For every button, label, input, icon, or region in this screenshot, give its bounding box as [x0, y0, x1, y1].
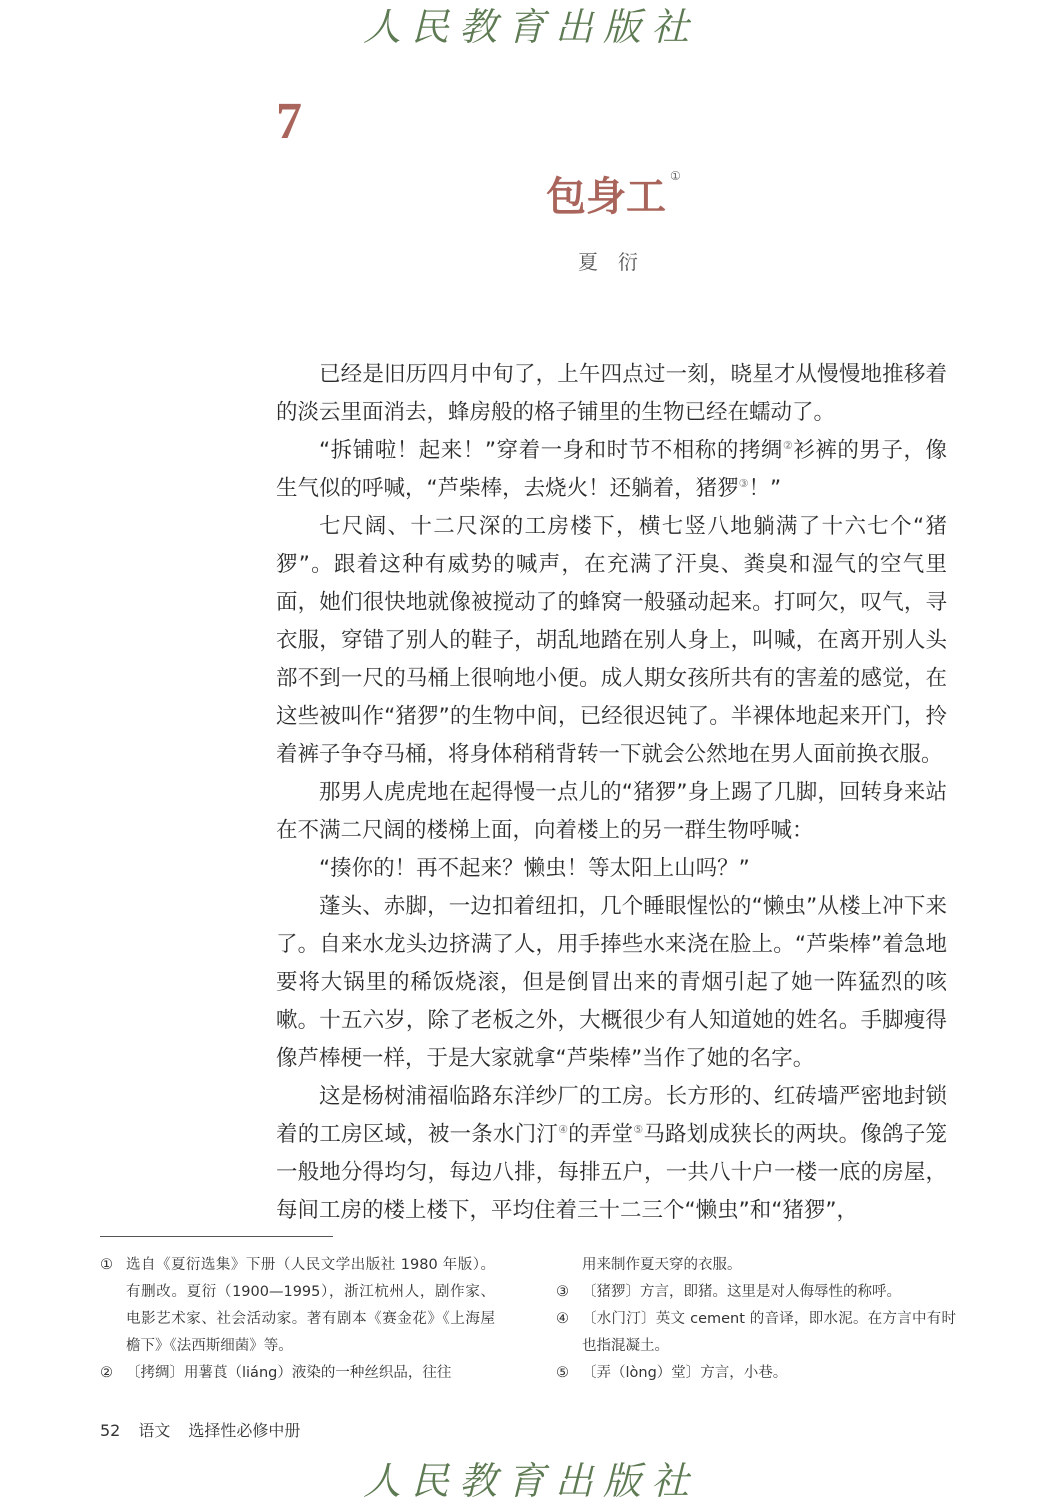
footnote-4: [556, 1306, 956, 1360]
footnote-number: ①: [100, 1257, 113, 1273]
text-segment: 这是杨树浦福临路东洋纱厂的工房。长方形的、红砖墙严密地封锁着的工房区域，被一条水门汀: [276, 1084, 947, 1147]
paragraph: 已经是旧历四月中旬了，上午四点过一刻，晓星才从慢慢地推移着的淡云里面消去，蜂房般的格子铺里的生物已经在蠕动了。: [276, 362, 947, 425]
publisher-watermark-top: 人民教育出版社: [362, 5, 699, 49]
book-subject: 语文: [138, 1421, 171, 1440]
text-segment: 的弄堂: [568, 1122, 634, 1147]
article-title: [546, 165, 681, 222]
paragraph: 蓬头、赤脚，一边扣着纽扣，几个睡眼惺忪的“懒虫”从楼上冲下来了。自来水龙头边挤满了人，用手捧些水来浇在脸上。“芦柴棒”着急地要将大锅里的稀饭烧滚，但是倒冒出来的青烟引起了她一阵猛烈的咳嗽。十五六岁，除了老板之外，大概很少有人知道她的姓名。手脚瘦得像芦棒梗一样，于是大家就拿“芦柴棒”当作了她的名字。: [276, 894, 947, 1071]
footnote-1: [100, 1252, 495, 1360]
footnote-text: 〔弄（lòng）堂〕方言，小巷。: [582, 1365, 788, 1381]
paragraph: 七尺阔、十二尺深的工房楼下，横七竖八地躺满了十六七个“猪猡”。跟着这种有威势的喊声，在充满了汗臭、粪臭和湿气的空气里面，她们很快地就像被搅动了的蜂窝一般骚动起来。打呵欠，叹气，寻衣服，穿错了别人的鞋子，胡乱地踏在别人身上，叫喊，在离开别人头部不到一尺的马桶上很响地小便。成人期女孩所共有的害羞的感觉，在这些被叫作“猪猡”的生物中间，已经很迟钝了。半裸体地起来开门，拎着裤子争夺马桶，将身体稍稍背转一下就会公然地在男人面前换衣服。: [276, 514, 947, 767]
title-footnote-ref[interactable]: ①: [670, 168, 681, 183]
footnote-3: [556, 1279, 956, 1306]
text-segment: “拆铺啦！起来！”穿着一身和时节不相称的拷绸: [319, 438, 783, 463]
footnotes-right-column: [556, 1252, 956, 1387]
footnote-ref[interactable]: ③: [738, 476, 749, 490]
footnote-text: 选自《夏衍选集》下册（人民文学出版社 1980 年版）。有删改。夏衍（1900—1995），浙江杭州人，剧作家、电影艺术家、社会活动家。著有剧本《赛金花》《上海屋檐下》《法西斯细菌》等。: [126, 1257, 495, 1354]
paragraph: “揍你的！再不起来？懒虫！等太阳上山吗？”: [319, 856, 750, 881]
footnote-number: ③: [556, 1284, 569, 1300]
footnote-ref[interactable]: ⑤: [633, 1122, 644, 1136]
footnote-number: ④: [556, 1311, 569, 1327]
paragraph: [276, 432, 947, 508]
footnote-ref[interactable]: ②: [782, 438, 794, 452]
article-body: [276, 356, 947, 1230]
text-segment: ！”: [748, 476, 782, 501]
paragraph: [276, 1078, 947, 1230]
publisher-watermark-bottom: 人民教育出版社: [362, 1459, 699, 1503]
title-text: 包身工: [546, 174, 666, 220]
book-volume: 选择性必修中册: [188, 1421, 301, 1440]
footnote-2-continued: 用来制作夏天穿的衣服。: [582, 1257, 742, 1273]
footnote-text: 〔拷绸〕用薯莨（liáng）液染的一种丝织品，往往: [126, 1365, 452, 1381]
footnotes-left-column: [100, 1252, 495, 1387]
page-number: 52: [100, 1421, 121, 1440]
footnote-number: ②: [100, 1365, 113, 1381]
footnote-text: 〔水门汀〕英文 cement 的音译，即水泥。在方言中有时也指混凝土。: [582, 1311, 956, 1354]
footnote-text: 〔猪猡〕方言，即猪。这里是对人侮辱性的称呼。: [582, 1284, 901, 1300]
text-segment: 衫裤的男子，像生气似的呼喊，“芦柴棒，去烧火！还躺着，猪猡: [276, 438, 947, 501]
chapter-number: 7: [276, 93, 302, 150]
footnote-number: ⑤: [556, 1365, 569, 1381]
page-footer: [100, 1418, 318, 1441]
footnote-divider: [100, 1236, 333, 1237]
footnote-5: [556, 1360, 956, 1387]
author-name: 夏衍: [578, 250, 658, 274]
text-segment: 马路划成狭长的两块。像鸽子笼一般地分得均匀，每边八排，每排五户，一共八十户一楼一底的房屋，每间工房的楼上楼下，平均住着三十二三个“懒虫”和“猪猡”，: [276, 1122, 947, 1223]
paragraph: 那男人虎虎地在起得慢一点儿的“猪猡”身上踢了几脚，回转身来站在不满二尺阔的楼梯上面，向着楼上的另一群生物呼喊：: [276, 780, 947, 843]
footnote-ref[interactable]: ④: [558, 1122, 569, 1136]
footnote-2: [100, 1360, 495, 1387]
